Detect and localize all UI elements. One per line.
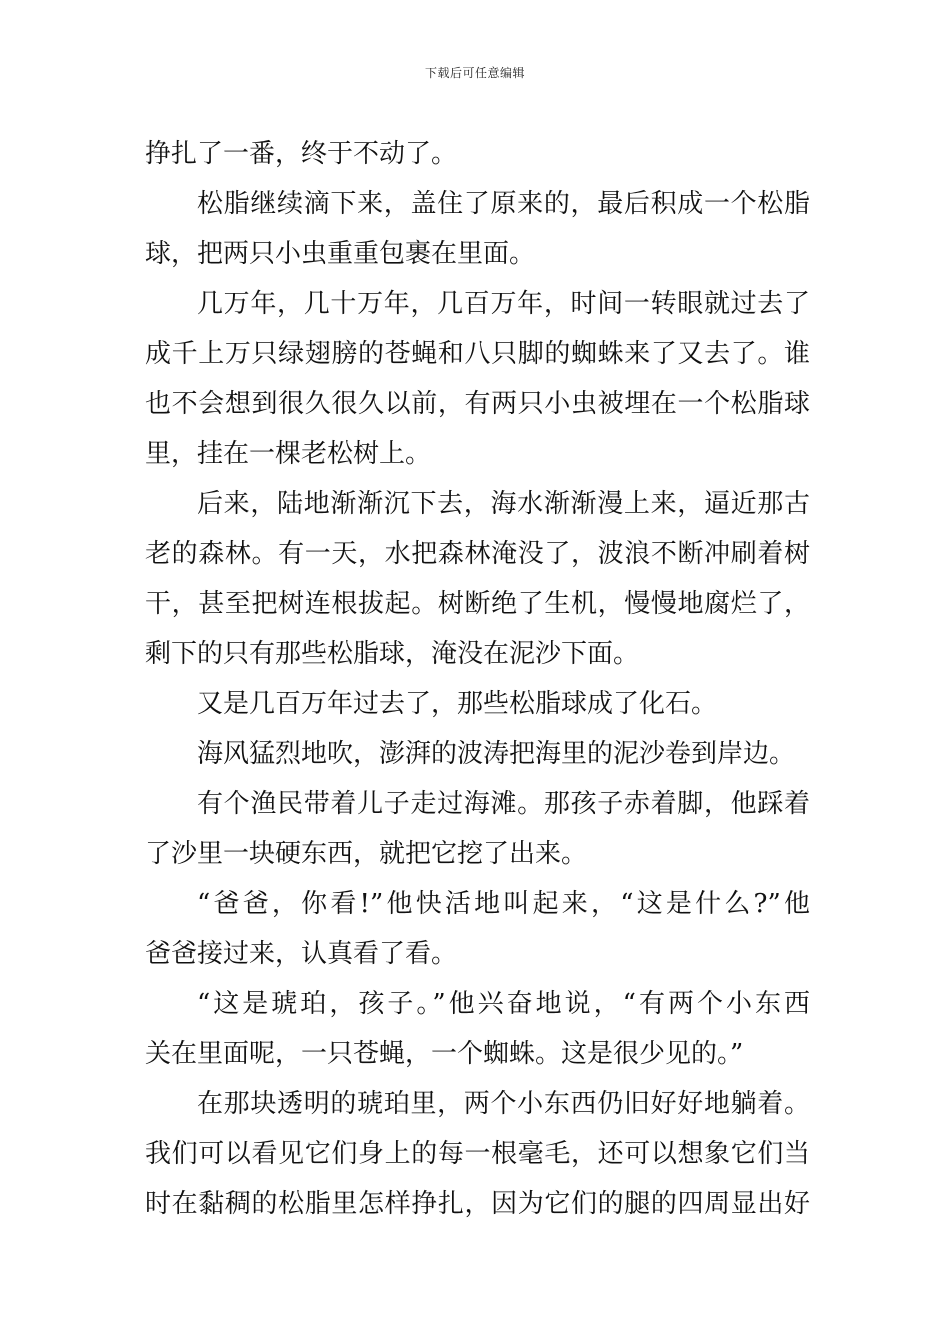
text-line: 也不会想到很久很久以前，有两只小虫被埋在一个松脂球 bbox=[145, 389, 810, 419]
text-line: 在那块透明的琥珀里，两个小东西仍旧好好地躺着。 bbox=[197, 1089, 810, 1119]
text-line: 球，把两只小虫重重包裹在里面。 bbox=[145, 239, 536, 269]
text-line: 剩下的只有那些松脂球，淹没在泥沙下面。 bbox=[145, 639, 640, 669]
text-line: 爸爸接过来，认真看了看。 bbox=[145, 939, 458, 969]
text-line: “这是琥珀，孩子。”他兴奋地说，“有两个小东西 bbox=[197, 989, 810, 1019]
text-line: 松脂继续滴下来，盖住了原来的，最后积成一个松脂 bbox=[197, 189, 810, 219]
text-line: 几万年，几十万年，几百万年，时间一转眼就过去了 bbox=[197, 289, 810, 319]
text-line: 关在里面呢，一只苍蝇，一个蜘蛛。这是很少见的。” bbox=[145, 1039, 744, 1069]
text-line: 里，挂在一棵老松树上。 bbox=[145, 439, 432, 469]
text-line: 我们可以看见它们身上的每一根毫毛，还可以想象它们当 bbox=[145, 1139, 810, 1169]
text-line: 干，甚至把树连根拔起。树断绝了生机，慢慢地腐烂了， bbox=[145, 589, 810, 619]
page-header: 下载后可任意编辑 bbox=[424, 66, 525, 80]
text-line: 后来，陆地渐渐沉下去，海水渐渐漫上来，逼近那古 bbox=[197, 489, 810, 519]
text-line: 了沙里一块硬东西，就把它挖了出来。 bbox=[145, 839, 588, 869]
text-line: 挣扎了一番，终于不动了。 bbox=[145, 139, 458, 169]
text-line: 有个渔民带着儿子走过海滩。那孩子赤着脚，他踩着 bbox=[197, 789, 810, 819]
text-line: 老的森林。有一天，水把森林淹没了，波浪不断冲刷着树 bbox=[145, 539, 810, 569]
text-line: 海风猛烈地吹，澎湃的波涛把海里的泥沙卷到岸边。 bbox=[197, 739, 796, 769]
text-line: “爸爸，你看!”他快活地叫起来，“这是什么?”他 bbox=[197, 889, 810, 919]
text-line: 成千上万只绿翅膀的苍蝇和八只脚的蜘蛛来了又去了。谁 bbox=[145, 339, 810, 369]
body-text bbox=[145, 129, 810, 1229]
text-line: 时在黏稠的松脂里怎样挣扎，因为它们的腿的四周显出好 bbox=[145, 1189, 810, 1219]
text-line: 又是几百万年过去了，那些松脂球成了化石。 bbox=[197, 689, 718, 719]
